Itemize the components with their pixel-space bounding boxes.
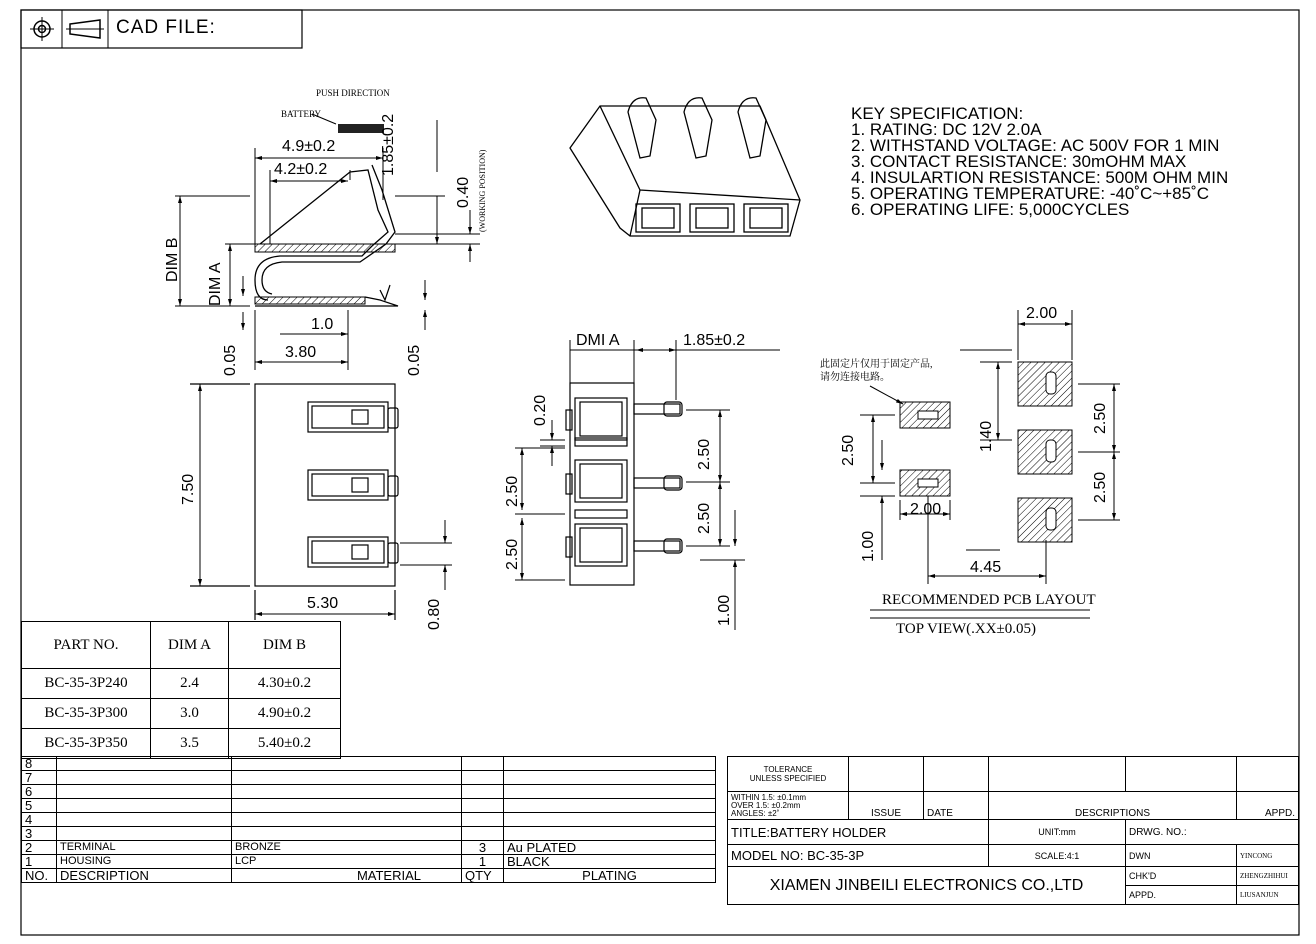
dim-2-50-right2: 2.50 — [696, 502, 713, 534]
bom-plating — [504, 785, 716, 799]
dim-0-05-right: 0.05 — [406, 344, 423, 376]
bom-row — [22, 827, 716, 841]
dmi-a-label: DMI A — [576, 332, 620, 349]
key-spec-item: 6. OPERATING LIFE: 5,000CYCLES — [851, 200, 1130, 219]
dim-4-2: 4.2±0.2 — [274, 161, 328, 178]
part-no-cell: BC-35-3P350 — [22, 729, 151, 759]
battery-label: BATTERY — [281, 109, 322, 119]
dim-0-80: 0.80 — [426, 598, 443, 630]
bom-qty: 3 — [462, 841, 504, 855]
bom-plating — [504, 799, 716, 813]
pcb-dim-2-50-c: 2.50 — [840, 434, 857, 466]
dim-0-20: 0.20 — [532, 394, 549, 426]
dim-a-cell: 2.4 — [151, 669, 229, 699]
bom-qty — [462, 813, 504, 827]
tolerance-cell — [728, 757, 849, 792]
pcb-dim-1-00: 1.00 — [860, 530, 877, 562]
dim-2-50-left1: 2.50 — [504, 475, 521, 507]
appd-label: APPD. — [1129, 890, 1157, 900]
appd-name: LIUSANJUN — [1240, 891, 1279, 899]
signoff-names — [1237, 867, 1299, 905]
bom-desc: HOUSING — [57, 855, 232, 869]
dim-1-85: 1.85±0.2 — [380, 113, 397, 176]
key-spec-item: 5. OPERATING TEMPERATURE: -40˚C~+85˚C — [851, 184, 1210, 203]
bom-row — [22, 757, 716, 771]
pcb-dim-2-50-a: 2.50 — [1092, 402, 1109, 434]
bom-header-desc: DESCRIPTION — [57, 869, 232, 883]
scale-cell: SCALE:4:1 — [989, 845, 1126, 867]
dim-0-40: 0.40 — [455, 176, 472, 208]
tolerance-within: WITHIN 1.5: ±0.1mm — [731, 792, 807, 802]
model-number: MODEL NO: BC-35-3P — [728, 845, 989, 867]
bom-plating — [504, 827, 716, 841]
bom-plating — [504, 757, 716, 771]
drwg-no-cell: DRWG. NO.: — [1126, 820, 1299, 845]
date-header: DATE — [924, 792, 989, 820]
bom-desc — [57, 827, 232, 841]
bom-plating: Au PLATED — [504, 841, 716, 855]
signoff-labels — [1126, 867, 1237, 905]
drawing-title: TITLE:BATTERY HOLDER — [728, 820, 989, 845]
pcb-caption-recommended: RECOMMENDED PCB LAYOUT — [882, 592, 1096, 608]
top-view-contact-3 — [308, 537, 398, 567]
dim-b-cell: 5.40±0.2 — [229, 729, 341, 759]
bom-row — [22, 813, 716, 827]
pcb-note-line1: 此固定片仅用于固定产品, — [820, 359, 933, 370]
dim-4-9: 4.9±0.2 — [282, 138, 336, 155]
company-name: XIAMEN JINBEILI ELECTRONICS CO.,LTD — [728, 867, 1126, 905]
bom-plating: BLACK — [504, 855, 716, 869]
pcb-caption-top-view: TOP VIEW(.XX±0.05) — [896, 621, 1037, 637]
bom-desc — [57, 771, 232, 785]
dim-1-00-front: 1.00 — [716, 594, 733, 626]
bom-row — [22, 799, 716, 813]
table-row — [22, 729, 341, 759]
bom-no: 7 — [22, 771, 57, 785]
bom-no: 5 — [22, 799, 57, 813]
bom-header-qty: QTY — [462, 869, 504, 883]
bom-no: 6 — [22, 785, 57, 799]
tolerance-values — [728, 792, 849, 820]
appd-header: APPD. — [1237, 792, 1299, 820]
pcb-note — [820, 358, 933, 384]
pcb-dim-1-40: 1.40 — [978, 420, 995, 452]
pcb-note-line2: 请勿连接电路。 — [820, 372, 890, 383]
dim-1-85-front: 1.85±0.2 — [683, 332, 746, 349]
working-position-label: (WORKING POSITION) — [478, 149, 487, 232]
bom-desc: TERMINAL — [57, 841, 232, 855]
bom-qty — [462, 799, 504, 813]
bom-plating — [504, 771, 716, 785]
part-number-table — [21, 621, 341, 759]
bom-qty — [462, 785, 504, 799]
bom-mat: BRONZE — [232, 841, 462, 855]
bom-mat — [232, 757, 462, 771]
bom-header-row — [22, 869, 716, 883]
bom-plating — [504, 813, 716, 827]
chkd-name: ZHENGZHIHUI — [1237, 867, 1298, 886]
bom-mat — [232, 813, 462, 827]
push-direction-label: PUSH DIRECTION — [316, 88, 390, 98]
dim-b-cell: 4.30±0.2 — [229, 669, 341, 699]
bom-mat — [232, 785, 462, 799]
key-spec-item: 1. RATING: DC 12V 2.0A — [851, 120, 1042, 139]
bom-qty — [462, 771, 504, 785]
key-spec-item: 4. INSULARTION RESISTANCE: 500M OHM MIN — [851, 168, 1229, 187]
tolerance-over: OVER 1.5: ±0.2mm — [731, 800, 801, 810]
dim-2-50-left2: 2.50 — [504, 538, 521, 570]
bom-mat — [232, 827, 462, 841]
bom-desc — [57, 799, 232, 813]
bom-row — [22, 841, 716, 855]
issue-header: ISSUE — [849, 792, 924, 820]
dim-5-30: 5.30 — [307, 595, 339, 612]
projection-symbol-icon — [30, 17, 104, 41]
dim-a-cell: 3.0 — [151, 699, 229, 729]
bom-no: 2 — [22, 841, 57, 855]
dim-1-0: 1.0 — [311, 316, 334, 333]
dim-2-50-right1: 2.50 — [696, 438, 713, 470]
bom-qty: 1 — [462, 855, 504, 869]
dim-b-label: DIM B — [164, 237, 181, 282]
bom-qty — [462, 827, 504, 841]
part-no-cell: BC-35-3P240 — [22, 669, 151, 699]
dim-3-80: 3.80 — [285, 344, 317, 361]
table-row — [22, 669, 341, 699]
dim-a-cell: 3.5 — [151, 729, 229, 759]
bom-table — [21, 756, 716, 883]
bom-header-mat: MATERIAL — [232, 869, 462, 883]
bom-row — [22, 785, 716, 799]
key-spec-item: 3. CONTACT RESISTANCE: 30mOHM MAX — [851, 152, 1187, 171]
bom-no: 8 — [22, 757, 57, 771]
bom-row — [22, 855, 716, 869]
part-no-cell: BC-35-3P300 — [22, 699, 151, 729]
dwn-label: DWN — [1126, 845, 1237, 867]
dim-0-05-left: 0.05 — [222, 344, 239, 376]
dim-b-cell: 4.90±0.2 — [229, 699, 341, 729]
bom-desc — [57, 785, 232, 799]
part-table-header: PART NO. — [22, 622, 151, 669]
key-specification — [851, 106, 1228, 218]
front-view — [515, 340, 780, 630]
top-view-contact-1 — [308, 402, 398, 432]
part-table-header: DIM A — [151, 622, 229, 669]
bom-desc — [57, 813, 232, 827]
pcb-dim-4-45: 4.45 — [970, 559, 1002, 576]
pcb-dim-2-00-bottom: 2.00 — [910, 501, 942, 518]
bom-desc — [57, 757, 232, 771]
bom-qty — [462, 757, 504, 771]
bom-header-no: NO. — [22, 869, 57, 883]
tolerance-line1: TOLERANCE — [763, 765, 813, 774]
table-row — [22, 699, 341, 729]
tolerance-line2: UNLESS SPECIFIED — [749, 774, 827, 783]
bom-mat — [232, 771, 462, 785]
dim-7-50: 7.50 — [180, 473, 197, 505]
top-view-contact-2 — [308, 470, 398, 500]
top-view — [190, 384, 452, 620]
pcb-dim-2-50-b: 2.50 — [1092, 471, 1109, 503]
dwn-name: YINCONG — [1237, 845, 1299, 867]
bom-no: 4 — [22, 813, 57, 827]
bom-row — [22, 771, 716, 785]
unit-cell: UNIT:mm — [989, 820, 1126, 845]
bom-no: 1 — [22, 855, 57, 869]
title-block — [727, 756, 1299, 905]
isometric-view — [570, 98, 800, 236]
part-table-header: DIM B — [229, 622, 341, 669]
bom-no: 3 — [22, 827, 57, 841]
bom-header-plating: PLATING — [504, 869, 716, 883]
bom-mat — [232, 799, 462, 813]
cad-file-label: CAD FILE: — [116, 17, 216, 38]
tolerance-angles: ANGLES: ±2˚ — [731, 808, 780, 818]
bom-mat: LCP — [232, 855, 462, 869]
chkd-label: CHK'D — [1126, 867, 1236, 886]
key-spec-item: 2. WITHSTAND VOLTAGE: AC 500V FOR 1 MIN — [851, 136, 1220, 155]
dim-a-label: DIM A — [207, 262, 224, 306]
descriptions-header: DESCRIPTIONS — [989, 792, 1237, 820]
pcb-dim-2-00-top: 2.00 — [1026, 305, 1058, 322]
key-spec-title: KEY SPECIFICATION: — [851, 104, 1024, 123]
